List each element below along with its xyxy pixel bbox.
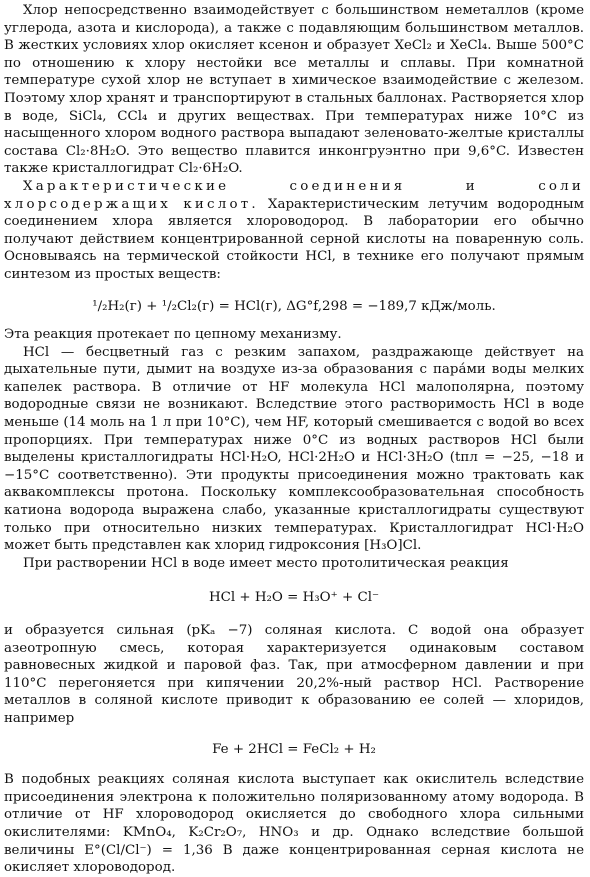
paragraph-chlorine-reactivity: Хлор непосредственно взаимодействует с большинством неметаллов (кроме углерода, азота и кислорода), а также с подавляющим большинством металлов. В жестких условиях хлор окисляет ксенон и образует XeCl₂ и XeCl₄. Выше 500°C по отношению к хлору нестойки все металлы и сплавы. При комнатной температуре сухой хлор не вступает в химическое взаимодействие с железом. Поэтому хлор хранят и транспортируют в стальных баллонах. Растворяется хлор в воде, SiCl₄, CCl₄ и других веществах. При температурах ниже 10°C из насыщенного хлором водного раствора выпадают зеленовато-желтые кристаллы состава Cl₂·8H₂O. Это вещество плавится инконгруэнтно при 9,6°C. Известен также кристаллогидрат Cl₂·6H₂O. bbox=[4, 3, 584, 177]
paragraph-hcl-production: Характеристическим летучим водородным соединением хлора является хлороводород. В лаборатории его обычно получают действием концентрированной серной кислоты на поваренную соль. Основываясь на термической стойкости HCl, в технике его получают прямым синтезом из простых веществ: bbox=[4, 196, 584, 282]
paragraph-hydrochloric-acid: и образуется сильная (pKₐ −7) соляная кислота. С водой она образует азеотропную смесь, которая характеризуется одинаковым составом равновесных жидкой и паровой фаз. Так, при атмосферном давлении и при 110°C перегоняется при кипячении 20,2%-ный раствор HCl. Растворение металлов в соляной кислоте приводит к образованию ее солей — хлоридов, например bbox=[4, 623, 584, 726]
paragraph-chain-mechanism: Эта реакция протекает по цепному механизму. bbox=[4, 327, 342, 343]
paragraph-characteristic-compounds bbox=[4, 178, 584, 284]
equation-iron-dissolution: Fe + 2HCl = FeCl₂ + H₂ bbox=[212, 741, 376, 757]
equation-protolysis: HCl + H₂O = H₃O⁺ + Cl⁻ bbox=[208, 590, 380, 606]
paragraph-protolytic-intro: При растворении HCl в воде имеет место протолитическая реакция bbox=[23, 555, 509, 571]
paragraph-hcl-properties: HCl — бесцветный газ с резким запахом, раздражающе действует на дыхательные пути, дымит на воздухе из-за образования с пара́ми воды мелких капелек раствора. В отличие от HF молекула HCl малополярна, поэтому водородные связи не возникают. Вследствие этого растворимость HCl в воде меньше (14 моль на 1 л при 10°C), чем HF, который смешивается с водой во всех пропорциях. При температурах ниже 0°C из водных растворов HCl были выделены кристаллогидраты HCl·H₂O, HCl·2H₂O и HCl·3H₂O (tпл = −25, −18 и −15°C соответственно). Эти продукты присоединения можно трактовать как аквакомплексы протона. Поскольку комплексообразовательная способность катиона водорода выражена слабо, указанные кристаллогидраты существуют только при относительно низких температурах. Кристаллогидрат HCl·H₂O может быть представлен как хлорид гидроксония [H₃O]Cl. bbox=[4, 344, 584, 554]
section-heading: Характеристические соединения и соли хлорсодержащих кислот. bbox=[4, 178, 584, 212]
equation-hcl-synthesis: ¹/₂H₂(г) + ¹/₂Cl₂(г) = HCl(г), ΔG°f,298 = −189,7 кДж/моль. bbox=[92, 298, 496, 314]
paragraph-oxidizer: В подобных реакциях соляная кислота выступает как окислитель вследствие присоединения электрона к положительно поляризованному атому водорода. В отличие от HF хлороводород окисляется до свободного хлора сильными окислителями: KMnO₄, K₂Cr₂O₇, HNO₃ и др. Однако вследствие большой величины E°(Cl/Cl⁻) = 1,36 В даже концентрированная серная кислота не окисляет хлороводород. bbox=[4, 772, 584, 876]
